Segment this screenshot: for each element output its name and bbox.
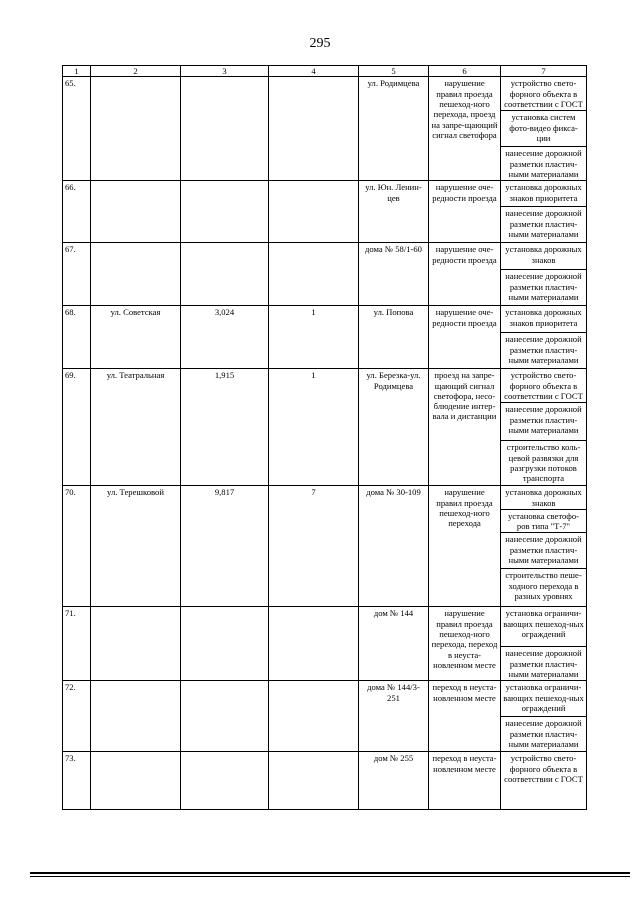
street-name xyxy=(91,181,181,243)
table-row xyxy=(63,306,587,333)
row-number: 72. xyxy=(63,681,91,752)
column-header: 2 xyxy=(91,66,181,77)
street-name xyxy=(91,243,181,306)
table-row xyxy=(63,486,587,510)
violation-type: нарушение оче-редности проезда xyxy=(429,243,501,306)
table-row xyxy=(63,681,587,717)
row-number: 70. xyxy=(63,486,91,607)
measure-item: нанесение дорожной разметки пластич-ными материалами xyxy=(501,403,587,441)
violation-type: нарушение правил проезда пешеход-ного перехода xyxy=(429,486,501,607)
column-header: 5 xyxy=(359,66,429,77)
section-length xyxy=(181,77,269,181)
section-length xyxy=(181,752,269,810)
measure-item: установка ограничи-вающих пешеход-ных ограждений xyxy=(501,681,587,717)
column-header: 1 xyxy=(63,66,91,77)
column-header: 7 xyxy=(501,66,587,77)
street-name xyxy=(91,681,181,752)
table-row xyxy=(63,369,587,403)
location: ул. Юн. Ленин-цев xyxy=(359,181,429,243)
violation-type: нарушение оче-редности проезда xyxy=(429,181,501,243)
measure-item: установка дорожных знаков приоритета xyxy=(501,306,587,333)
measure-item: нанесение дорожной разметки пластич-ными материалами xyxy=(501,270,587,306)
violation-type: нарушение правил проезда пешеход-ного перехода, переход в неуста-новленном месте xyxy=(429,607,501,681)
measure-item: установка дорожных знаков приоритета xyxy=(501,181,587,207)
dtp-count xyxy=(269,681,359,752)
location: дом № 144 xyxy=(359,607,429,681)
measure-item: установка светофо-ров типа "Т-7" xyxy=(501,509,587,533)
section-length xyxy=(181,181,269,243)
street-name: ул. Терешковой xyxy=(91,486,181,607)
row-number: 66. xyxy=(63,181,91,243)
street-name xyxy=(91,607,181,681)
section-length xyxy=(181,607,269,681)
page-number: 295 xyxy=(309,36,331,51)
measure-item: нанесение дорожной разметки пластич-ными материалами xyxy=(501,647,587,681)
measure-item: строительство пеше-ходного перехода в разных уровнях xyxy=(501,569,587,607)
measure-item: установка дорожных знаков xyxy=(501,243,587,270)
street-name xyxy=(91,752,181,810)
location: дома № 58/1-60 xyxy=(359,243,429,306)
measure-item: нанесение дорожной разметки пластич-ными материалами xyxy=(501,333,587,369)
location: ул. Попова xyxy=(359,306,429,369)
measure-item: нанесение дорожной разметки пластич-ными материалами xyxy=(501,717,587,752)
section-length: 3,024 xyxy=(181,306,269,369)
section-length: 1,915 xyxy=(181,369,269,486)
location: дома № 30-109 xyxy=(359,486,429,607)
measure-item: установка дорожных знаков xyxy=(501,486,587,510)
row-number: 65. xyxy=(63,77,91,181)
column-header: 4 xyxy=(269,66,359,77)
section-length xyxy=(181,243,269,306)
location: ул. Березка-ул. Родимцева xyxy=(359,369,429,486)
street-name xyxy=(91,77,181,181)
row-number: 73. xyxy=(63,752,91,810)
measure-item: нанесение дорожной разметки пластич-ными материалами xyxy=(501,533,587,569)
table-row xyxy=(63,181,587,207)
location: дома № 144/3-251 xyxy=(359,681,429,752)
dtp-count xyxy=(269,243,359,306)
measure-item: устройство свето-форного объекта в соответствии с ГОСТ xyxy=(501,369,587,403)
table-row xyxy=(63,752,587,810)
footer-rule-thin xyxy=(30,876,630,877)
row-number: 69. xyxy=(63,369,91,486)
table-row xyxy=(63,77,587,111)
row-number: 68. xyxy=(63,306,91,369)
measure-item: установка систем фото-видео фикса-ции xyxy=(501,111,587,147)
violation-type: проезд на запре-щающий сигнал светофора, несо-блюдение интер-вала и дистанции xyxy=(429,369,501,486)
measure-item: строительство коль-цевой развязки для разгрузки потоков транспорта xyxy=(501,441,587,486)
location: дом № 255 xyxy=(359,752,429,810)
table-row xyxy=(63,607,587,647)
dtp-count xyxy=(269,77,359,181)
dtp-count xyxy=(269,607,359,681)
section-length xyxy=(181,681,269,752)
measures-table xyxy=(62,65,587,810)
location: ул. Родимцева xyxy=(359,77,429,181)
measure-item: нанесение дорожной разметки пластич-ными материалами xyxy=(501,147,587,181)
dtp-count: 1 xyxy=(269,306,359,369)
column-header: 3 xyxy=(181,66,269,77)
column-header: 6 xyxy=(429,66,501,77)
row-number: 67. xyxy=(63,243,91,306)
dtp-count xyxy=(269,181,359,243)
street-name: ул. Советская xyxy=(91,306,181,369)
measure-item: устройство свето-форного объекта в соответствии с ГОСТ xyxy=(501,77,587,111)
table-row xyxy=(63,243,587,270)
footer-rule xyxy=(30,872,630,874)
violation-type: переход в неуста-новленном месте xyxy=(429,752,501,810)
dtp-count: 1 xyxy=(269,369,359,486)
violation-type: нарушение оче-редности проезда xyxy=(429,306,501,369)
measure-item: установка ограничи-вающих пешеход-ных ограждений xyxy=(501,607,587,647)
violation-type: переход в неуста-новленном месте xyxy=(429,681,501,752)
violation-type: нарушение правил проезда пешеход-ного перехода, проезд на запре-щающий сигнал светофора xyxy=(429,77,501,181)
measure-item: нанесение дорожной разметки пластич-ными материалами xyxy=(501,207,587,243)
section-length: 9,817 xyxy=(181,486,269,607)
row-number: 71. xyxy=(63,607,91,681)
dtp-count: 7 xyxy=(269,486,359,607)
column-header-row xyxy=(63,66,587,77)
measure-item: устройство свето-форного объекта в соответствии с ГОСТ xyxy=(501,752,587,810)
street-name: ул. Театральная xyxy=(91,369,181,486)
dtp-count xyxy=(269,752,359,810)
